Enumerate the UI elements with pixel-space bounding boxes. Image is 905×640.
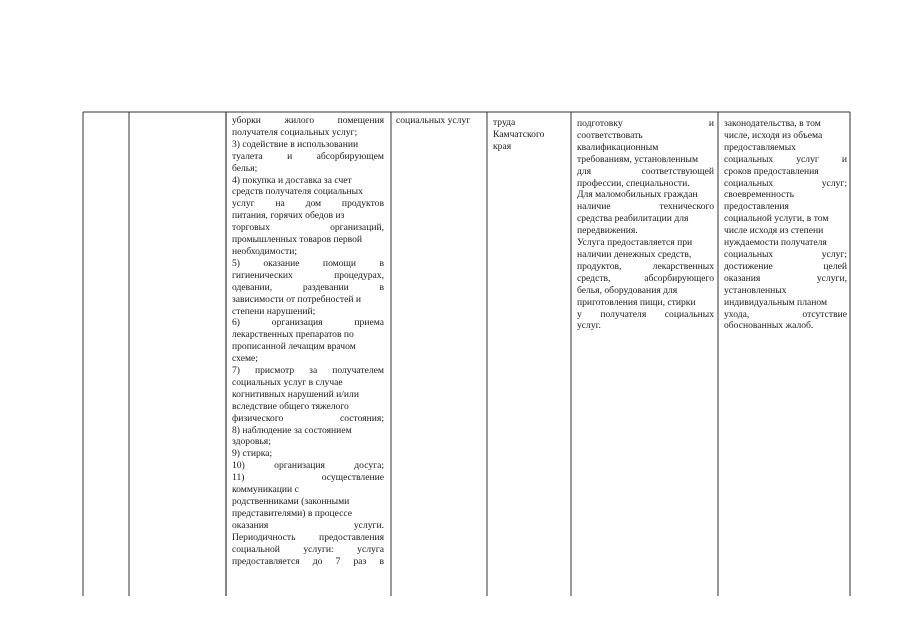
- col-authority-content: [493, 117, 569, 153]
- conditions-line: услуг.: [577, 320, 601, 332]
- evaluation-line: социальных услуг;: [724, 248, 847, 260]
- desc-line: степени нарушений;: [232, 305, 316, 317]
- desc-line: 3) содействие в использовании: [232, 138, 359, 150]
- conditions-line: для соответствующей: [577, 165, 714, 177]
- evaluation-line: социальной услуги, в том: [724, 213, 829, 225]
- desc-line: прописанной лечащим врачом: [232, 341, 356, 353]
- evaluation-line: предоставления: [724, 201, 789, 213]
- conditions-line: соответствовать: [577, 129, 643, 141]
- desc-line: необходимости;: [232, 245, 298, 257]
- desc-line: представителями) в процессе: [232, 507, 353, 519]
- evaluation-line: индивидуальным планом: [724, 296, 828, 308]
- desc-line: 10) организация досуга;: [232, 460, 384, 472]
- evaluation-line: сроков предоставления: [724, 165, 819, 177]
- evaluation-line: социальных услуг;: [724, 177, 847, 189]
- desc-line: 6) организация приема: [232, 317, 384, 329]
- evaluation-line: социальных услуг и: [724, 153, 847, 165]
- desc-line: вследствие общего тяжелого: [232, 400, 349, 412]
- desc-line: 11) осуществление: [232, 472, 384, 484]
- evaluation-line: предоставляемых: [724, 141, 796, 153]
- evaluation-line: оказания услуги,: [724, 272, 847, 284]
- desc-line: белья;: [232, 162, 258, 174]
- desc-line: 9) стирка;: [232, 448, 273, 460]
- authority-line: Камчатского: [493, 128, 545, 140]
- evaluation-line: своевременность: [724, 189, 794, 201]
- evaluation-line: ухода, отсутствие: [724, 308, 847, 320]
- col-evaluation-content: [724, 118, 847, 332]
- desc-line: туалета и абсорбирующем: [232, 150, 384, 162]
- col-recipients-content: [396, 115, 486, 127]
- desc-line: здоровья;: [232, 436, 271, 448]
- conditions-line: белья, оборудования для: [577, 284, 678, 296]
- conditions-line: у получателя социальных: [577, 308, 714, 320]
- conditions-line: квалификационным: [577, 141, 659, 153]
- desc-line: промышленных товаров первой: [232, 234, 363, 246]
- desc-line: зависимости от потребностей и: [232, 293, 362, 305]
- desc-line: когнитивных нарушений и/или: [232, 388, 359, 400]
- conditions-line: подготовку и: [577, 118, 714, 129]
- desc-line: уборки жилого помещения: [232, 115, 384, 126]
- evaluation-line: законодательства, в том: [724, 118, 821, 129]
- conditions-line: средства реабилитации для: [577, 213, 689, 225]
- col-service-content: [232, 115, 384, 567]
- desc-line: Периодичность предоставления социальной услуги: услуга предоставляется до 7 раз в: [232, 531, 384, 567]
- evaluation-line: установленных: [724, 284, 787, 296]
- desc-line: средств получателя социальных: [232, 186, 363, 198]
- conditions-line: наличии денежных средств,: [577, 248, 692, 260]
- desc-line: гигиенических процедурах,: [232, 269, 384, 281]
- evaluation-line: обоснованных жалоб.: [724, 320, 814, 332]
- evaluation-line: числе, исходя из объема: [724, 129, 823, 141]
- authority-line: края: [493, 140, 512, 152]
- conditions-line: профессии, специальности.: [577, 177, 690, 189]
- col-conditions-content: [577, 118, 714, 332]
- authority-line: труда: [493, 117, 516, 128]
- recipients-line: социальных услуг: [396, 115, 471, 126]
- conditions-line: требованиям, установленным: [577, 153, 699, 165]
- desc-line: одевании, раздевании в: [232, 281, 384, 293]
- conditions-line: Услуга предоставляется при: [577, 237, 693, 249]
- desc-line: лекарственных препаратов по: [232, 329, 354, 341]
- desc-line: коммуникации с: [232, 484, 299, 496]
- conditions-line: передвижения.: [577, 225, 638, 237]
- desc-line: 5) оказание помощи в: [232, 257, 384, 269]
- desc-line: схеме;: [232, 353, 258, 365]
- conditions-line: приготовления пищи, стирки: [577, 296, 696, 308]
- conditions-line: продуктов, лекарственных: [577, 260, 714, 272]
- conditions-line: средств, абсорбирующего: [577, 272, 714, 284]
- desc-line: оказания услуги.: [232, 519, 384, 531]
- desc-line: физического состояния;: [232, 412, 384, 424]
- desc-line: услуг на дом продуктов: [232, 198, 384, 210]
- desc-line: родственниками (законными: [232, 496, 350, 507]
- evaluation-line: числе исходя из степени: [724, 225, 824, 237]
- desc-line: питания, горячих обедов из: [232, 210, 345, 222]
- desc-line: торговых организаций,: [232, 222, 384, 234]
- desc-line: 8) наблюдение за состоянием: [232, 424, 352, 436]
- evaluation-line: нуждаемости получателя: [724, 237, 827, 249]
- desc-line: 4) покупка и доставка за счет: [232, 174, 352, 186]
- evaluation-line: достижение целей: [724, 260, 847, 272]
- desc-line: получателя социальных услуг;: [232, 126, 358, 138]
- conditions-line: наличие технического: [577, 201, 714, 213]
- conditions-line: Для маломобильных граждан: [577, 189, 698, 201]
- desc-line: социальных услуг в случае: [232, 376, 343, 388]
- desc-line: 7) присмотр за получателем: [232, 365, 384, 377]
